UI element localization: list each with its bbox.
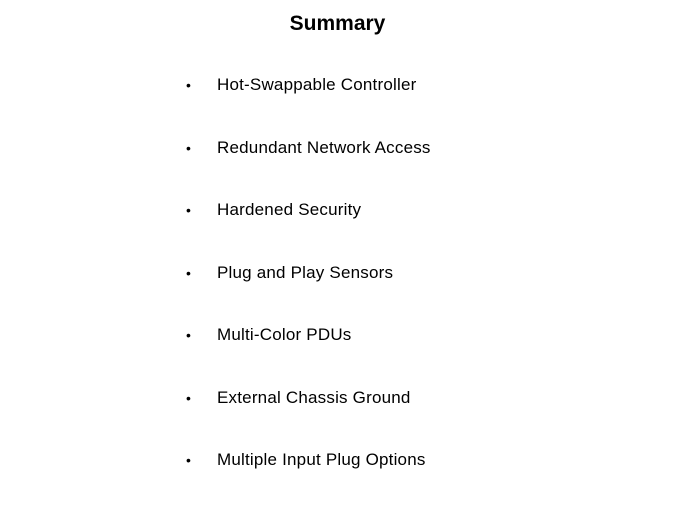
bullet-icon: • [186,389,191,406]
bullet-icon: • [186,139,191,156]
list-item [183,261,431,324]
list-item-label: Redundant Network Access [217,137,431,157]
bullet-list [183,73,431,511]
list-item-label: Hardened Security [217,200,362,219]
slide-title: Summary [289,12,386,35]
list-item-label: Hot-Swappable Controller [217,75,417,94]
bullet-icon: • [186,327,191,343]
bullet-icon: • [186,452,191,468]
bullet-icon: • [186,202,191,218]
bullet-icon: • [186,77,191,93]
list-item-label: Multiple Input Plug Options [217,450,426,469]
list-item [183,136,431,199]
bullet-icon: • [186,264,191,281]
list-item [183,386,431,449]
list-item [183,448,431,511]
list-item [183,323,431,386]
list-item-label: Plug and Play Sensors [217,262,394,282]
list-item-label: External Chassis Ground [217,387,411,407]
list-item [183,73,431,136]
list-item-label: Multi-Color PDUs [217,325,352,344]
list-item [183,198,431,261]
